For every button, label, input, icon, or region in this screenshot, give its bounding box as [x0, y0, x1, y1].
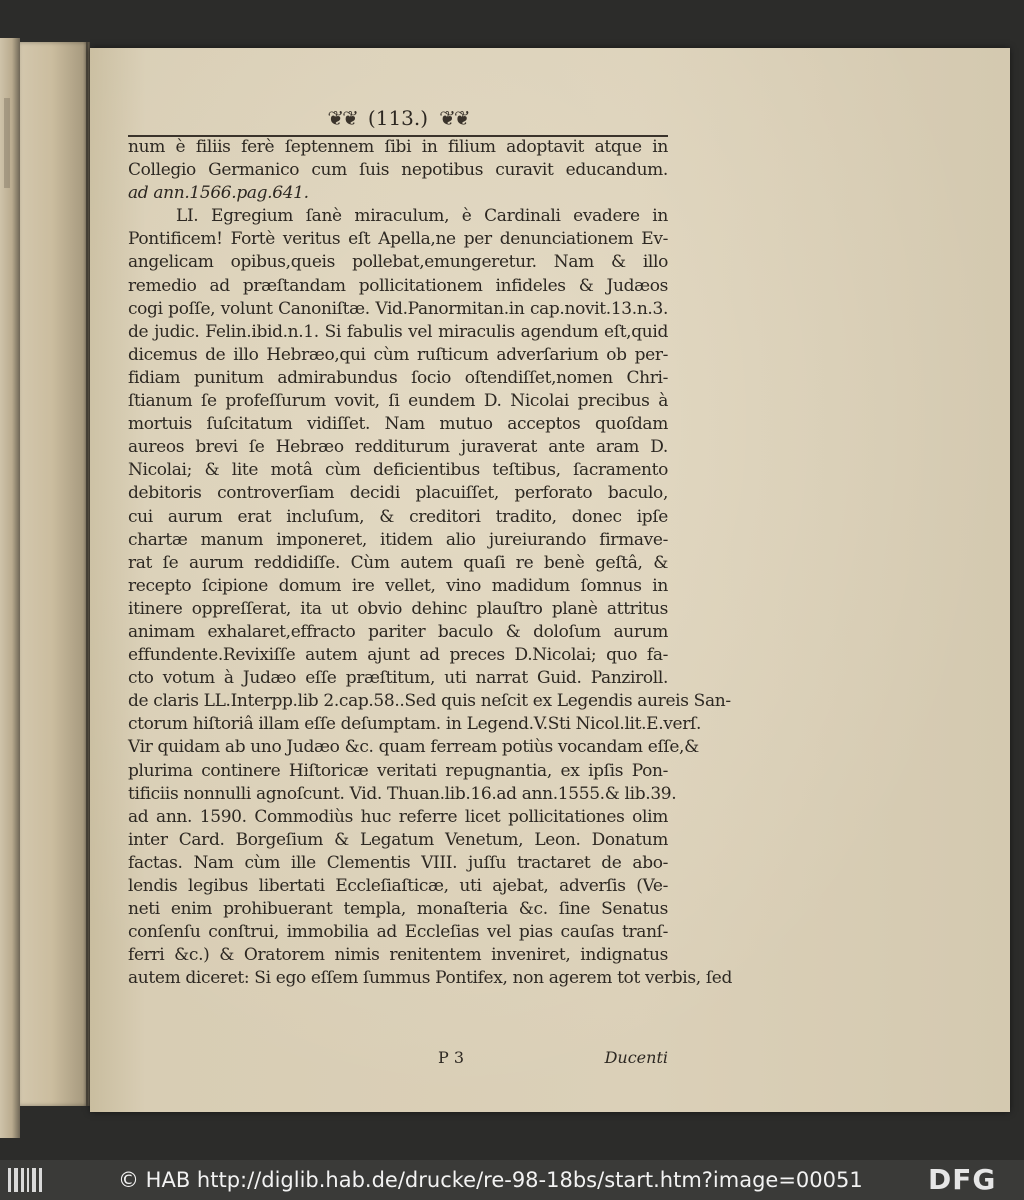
text-line: conſenſu conſtrui, immobilia ad Eccleſias vel pias cauſas tranſ-: [128, 922, 668, 943]
page-number: (113.): [367, 106, 429, 130]
text-line: cui aurum erat incluſum, & creditori tradito, donec ipſe: [128, 506, 668, 527]
text-line: Vir quidam ab uno Judæo &c. quam ferream potiùs vocandam eſſe,&: [128, 737, 699, 758]
facing-page-edge: [0, 38, 20, 1138]
text-line: plurima continere Hiſtoricæ veritati repugnantia, ex ipſis Pon-: [128, 760, 668, 781]
binding-line: [86, 42, 88, 1106]
text-line: remedio ad præſtandam pollicitationem infideles & Judæos: [128, 275, 668, 296]
text-line: fidiam punitum admirabundus ſocio oſtendiſſet,nomen Chri-: [128, 367, 668, 388]
text-line: autem diceret: Si ego eſſem ſummus Pontifex, non agerem tot verbis, ſed: [128, 968, 733, 989]
text-line: cogi poſſe, volunt Canoniſtæ. Vid.Panormitan.in cap.novit.13.n.3.: [128, 298, 668, 319]
dfg-logo: DFG: [928, 1163, 997, 1196]
text-line: animam exhalaret,effracto pariter baculo & doloſum aurum: [128, 621, 668, 642]
text-line: ſtianum ſe profeſſurum vovit, ſi eundem D. Nicolai precibus à: [128, 391, 668, 412]
text-line: tificiis nonnulli agnoſcunt. Vid. Thuan.lib.16.ad ann.1555.& lib.39.: [128, 783, 677, 804]
text-line: dicemus de illo Hebræo,qui cùm ruſticum adverſarium ob per-: [128, 344, 668, 365]
text-line: debitoris controverſiam decidi placuiſſet, perforato baculo,: [128, 483, 668, 504]
text-line: lendis legibus libertati Eccleſiaſticæ, uti ajebat, adverſis (Ve-: [128, 876, 668, 896]
attribution-banner: [0, 1160, 1024, 1200]
text-line: Pontificem! Fortè veritus eſt Apella,ne per denunciationem Ev-: [128, 229, 668, 250]
text-line: itinere oppreſſerat, ita ut obvio dehinc plauſtro planè attritus: [128, 598, 668, 619]
text-line: ad ann.1566.pag.641.: [128, 183, 309, 204]
text-line: ctorum hiſtoriâ illam eſſe deſumptam. in Legend.V.Sti Nicol.lit.E.verſ.: [128, 714, 702, 735]
body-text: [128, 136, 733, 990]
page-footer: [128, 1048, 668, 1072]
text-line: inter Card. Borgeſium & Legatum Venetum, Leon. Donatum: [128, 829, 668, 850]
attribution-link[interactable]: © HAB http://diglib.hab.de/drucke/re-98-18bs/start.htm?image=00051: [118, 1168, 863, 1192]
text-line: angelicam opibus,queis pollebat,emungeretur. Nam & illo: [128, 252, 668, 273]
right-ornament-icon: ❦❦: [439, 106, 469, 130]
text-line: effundente.Revixiſſe autem ajunt ad preces D.Nicolai; quo fa-: [128, 645, 668, 666]
signature-mark: P 3: [438, 1048, 465, 1067]
catchword: Ducenti: [604, 1048, 668, 1067]
left-ornament-icon: ❦❦: [327, 106, 357, 130]
text-line: neti enim prohibuerant templa, monaſteria &c. ſine Senatus: [128, 899, 668, 920]
text-line: aureos brevi ſe Hebræo redditurum juraverat ante aram D.: [128, 437, 668, 458]
barcode-icon: [8, 1168, 42, 1192]
text-line: de claris LL.Interpp.lib 2.cap.58..Sed quis neſcit ex Legendis aureis San-: [128, 691, 731, 712]
running-head: [128, 106, 668, 134]
text-line: num è filiis ferè ſeptennem ſibi in filium adoptavit atque in: [128, 137, 668, 157]
text-line: Collegio Germanico cum ſuis nepotibus curavit educandum.: [128, 160, 668, 181]
text-line: LI. Egregium ſanè miraculum, è Cardinali evadere in: [176, 206, 668, 227]
text-line: ferri &c.) & Oratorem nimis renitentem inveniret, indignatus: [128, 945, 668, 966]
text-line: factas. Nam cùm ille Clementis VIII. juſſu tractaret de abo-: [128, 852, 668, 873]
text-line: mortuis ſuſcitatum vidiſſet. Nam mutuo acceptos quoſdam: [128, 414, 668, 435]
text-line: ad ann. 1590. Commodiùs huc referre licet pollicitationes olim: [128, 806, 668, 827]
text-line: de judic. Felin.ibid.n.1. Si fabulis vel miraculis agendum eſt,quid: [128, 321, 668, 342]
book-page: [90, 48, 1010, 1112]
text-line: chartæ manum imponeret, itidem alio jureiurando firmave-: [128, 529, 668, 550]
text-line: cto votum à Judæo eſſe præſtitum, uti narrat Guid. Panziroll.: [128, 668, 668, 689]
text-line: Nicolai; & lite motâ cùm deficientibus teſtibus, ſacramento: [128, 460, 668, 481]
text-line: recepto ſcipione domum ire vellet, vino madidum ſomnus in: [128, 575, 668, 596]
book-spine-block: [20, 42, 90, 1106]
text-line: rat ſe aurum reddidiſſe. Cùm autem quaſi re benè geſtâ, &: [128, 552, 668, 573]
